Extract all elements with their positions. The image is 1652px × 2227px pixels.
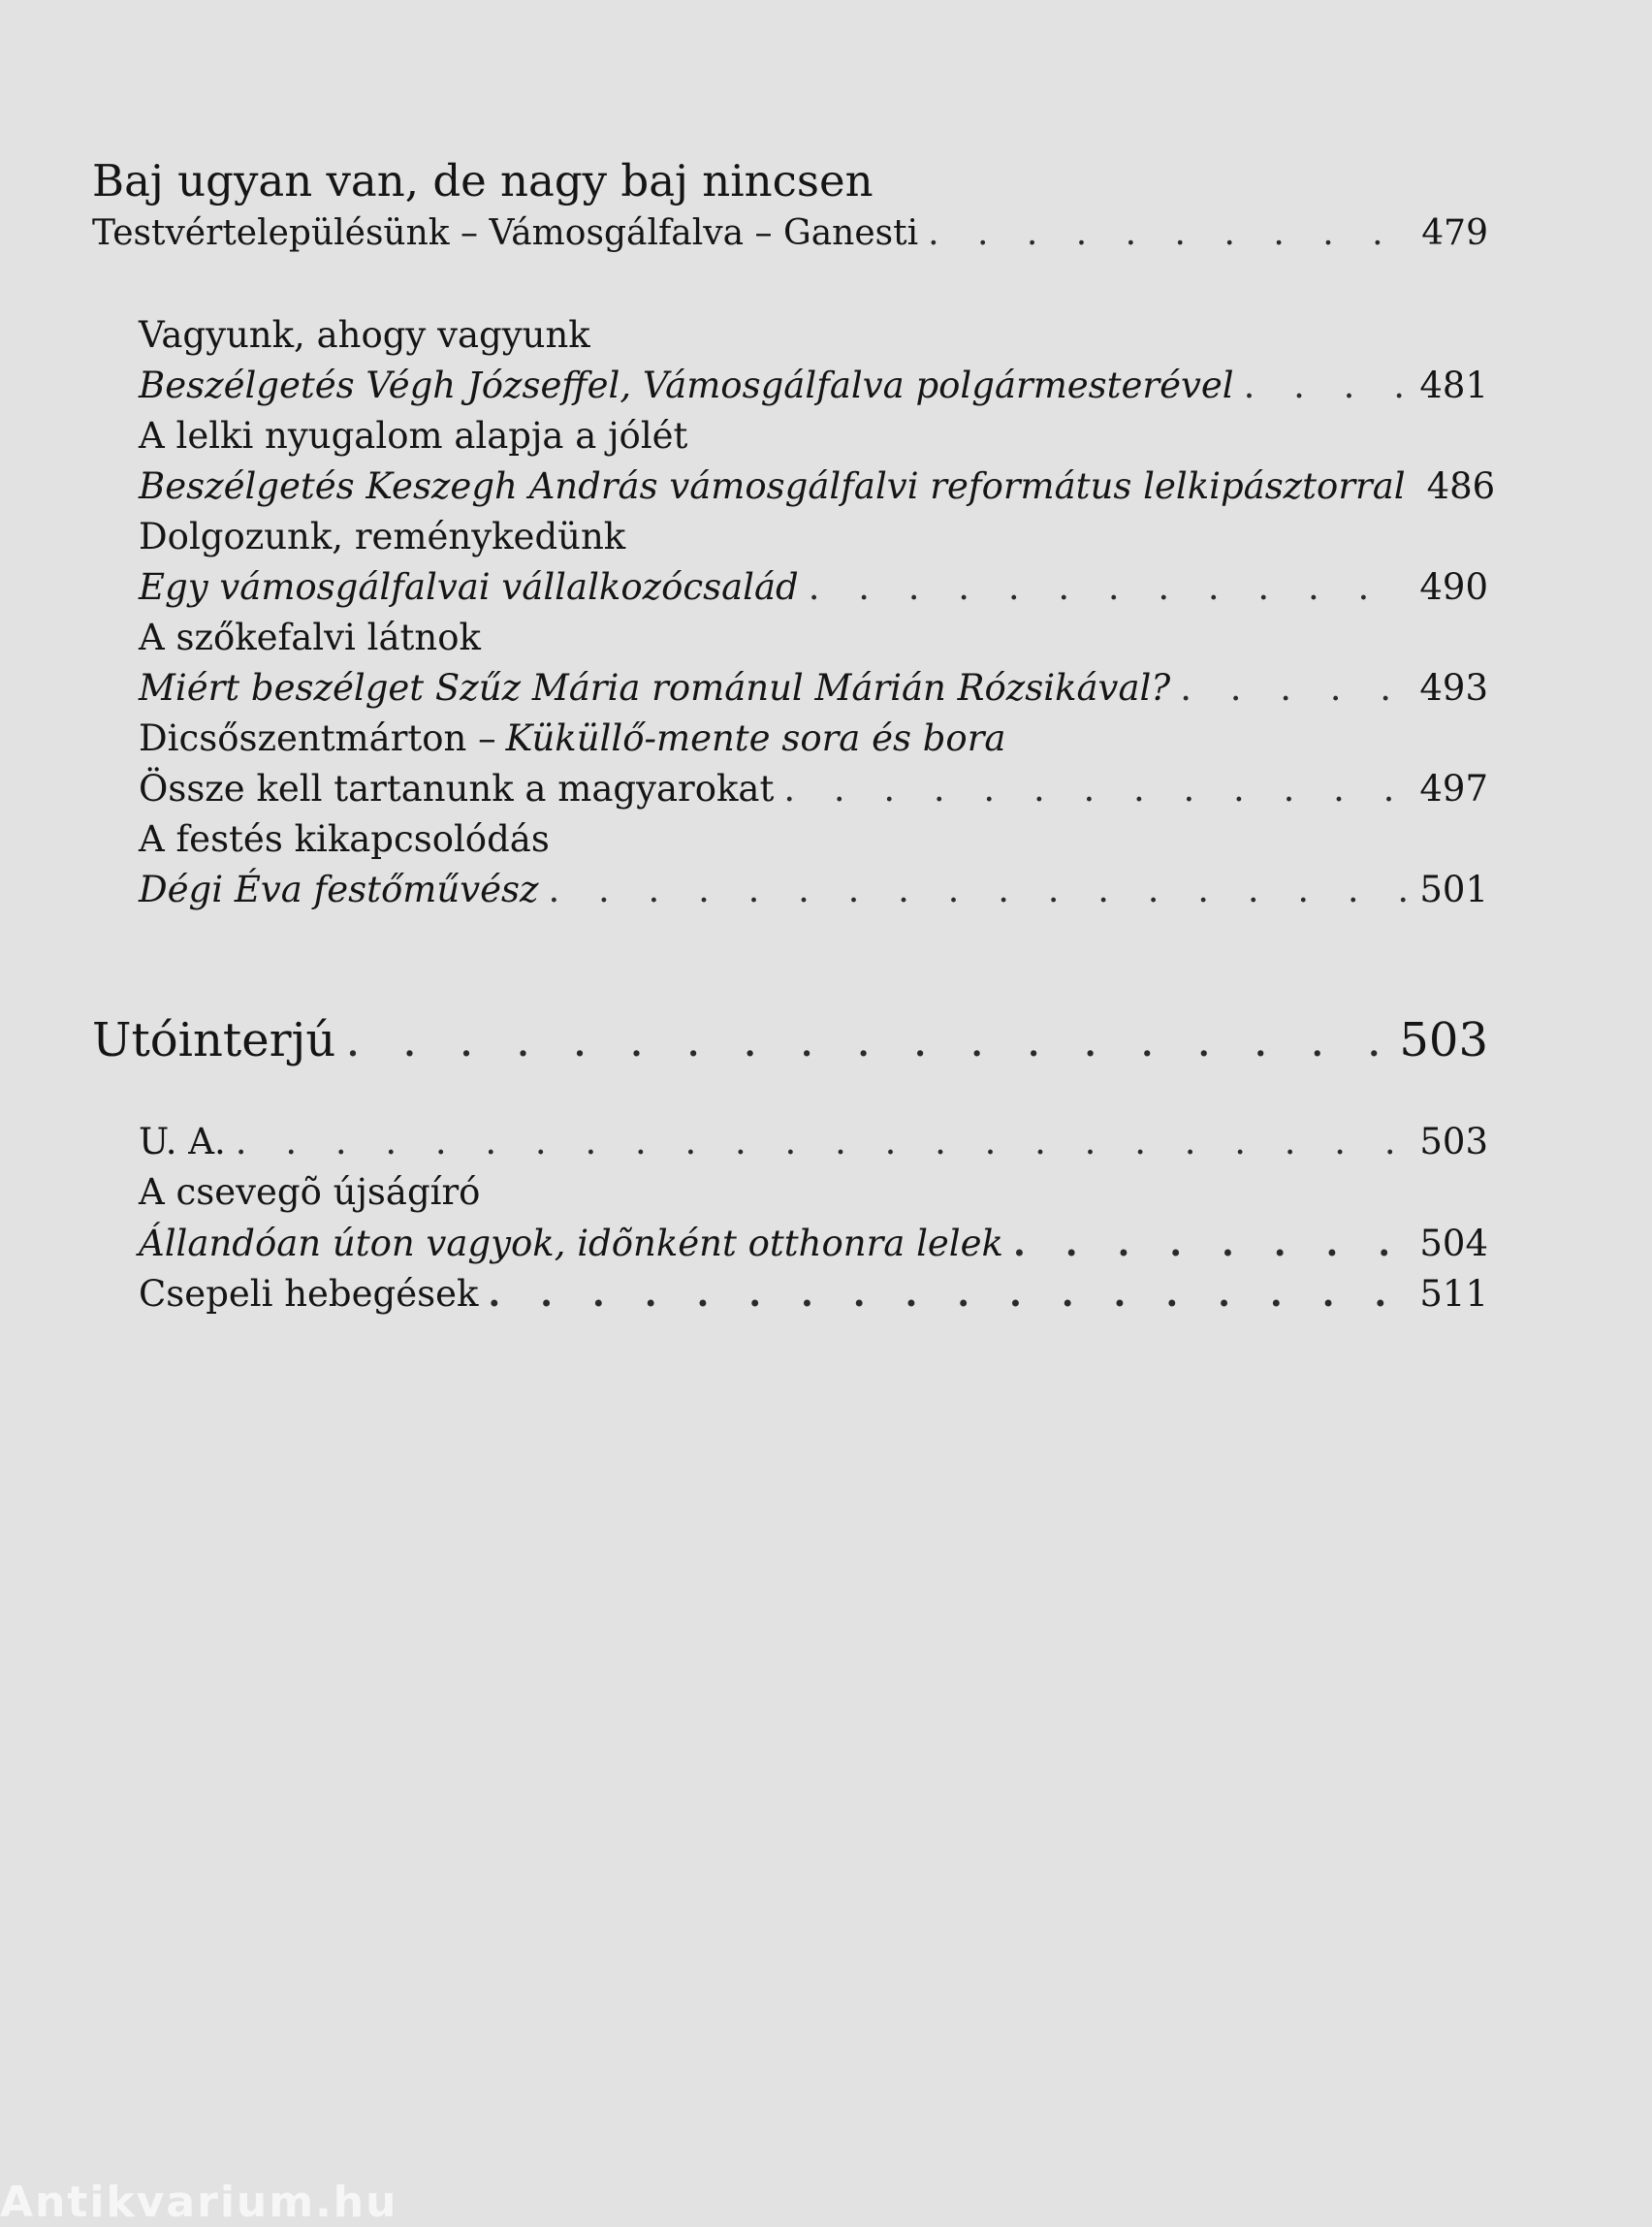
dot-leader xyxy=(928,213,1410,253)
section-title-text: Baj ugyan van, de nagy baj nincsen xyxy=(92,155,874,207)
entry-title-text: U. A. xyxy=(139,1121,226,1162)
entry-title xyxy=(139,516,625,557)
entry-subtitle: Miért beszélget Szűz Mária románul Márián Rózsikával? xyxy=(139,667,1171,709)
entry-title xyxy=(139,1171,480,1213)
toc-entry[interactable] xyxy=(139,566,1488,608)
page-number: 490 xyxy=(1419,566,1488,608)
entry-title-text: Dolgozunk, reménykedünk xyxy=(139,516,626,557)
entry-title-text: A szőkefalvi látnok xyxy=(139,617,481,658)
entry-title xyxy=(139,717,1005,759)
section-title-text: Utóinterjú xyxy=(92,1013,336,1067)
entry-subtitle: Dégi Éva festőművész xyxy=(139,869,539,910)
entry-subtitle: Beszélgetés Keszegh András vámosgálfalvi református lelkipásztorral xyxy=(139,465,1406,507)
entry-subtitle: Testvértelepülésünk – Vámosgálfalva – Ganesti xyxy=(92,213,919,253)
toc-entry[interactable] xyxy=(139,667,1488,709)
toc-section-entry[interactable] xyxy=(92,1013,1488,1067)
entry-title xyxy=(139,818,550,860)
page-number: 503 xyxy=(1399,1013,1488,1067)
entry-subtitle: Egy vámosgálfalvai vállalkozócsalád xyxy=(139,566,799,608)
dot-leader xyxy=(1180,667,1408,709)
dot-leader xyxy=(1013,1222,1408,1264)
page-number: 503 xyxy=(1419,1121,1488,1162)
entry-subtitle: Állandóan úton vagyok, idõnként otthonra lelek xyxy=(139,1223,1003,1264)
page-number: 481 xyxy=(1419,365,1488,406)
page-number: 504 xyxy=(1419,1223,1488,1264)
toc-entry[interactable] xyxy=(139,768,1488,810)
toc-entry[interactable] xyxy=(92,213,1488,253)
page-number: 501 xyxy=(1419,869,1488,910)
dot-leader xyxy=(549,869,1409,910)
page-number: 486 xyxy=(1426,465,1496,507)
watermark: Antikvarium.hu xyxy=(0,2178,398,2227)
page-number: 493 xyxy=(1419,667,1488,709)
entry-title xyxy=(139,314,590,356)
entry-title-italic: Küküllő-mente sora és bora xyxy=(505,717,1006,759)
entry-subtitle: Beszélgetés Végh Józseffel, Vámosgálfalva polgármesterével xyxy=(139,365,1234,406)
section-title xyxy=(92,155,874,207)
dot-leader xyxy=(809,566,1409,608)
dot-leader xyxy=(783,768,1408,810)
entry-title-text: A lelki nyugalom alapja a jólét xyxy=(139,415,688,457)
toc-entry[interactable] xyxy=(139,1222,1488,1264)
toc-entry[interactable] xyxy=(139,1272,1488,1315)
entry-title-text: Csepeli hebegések xyxy=(139,1273,479,1315)
dot-leader xyxy=(345,1013,1387,1067)
page-number: 479 xyxy=(1421,213,1488,253)
entry-title-text: Vagyunk, ahogy vagyunk xyxy=(139,314,590,356)
entry-title xyxy=(139,617,481,658)
entry-title-text: A csevegõ újságíró xyxy=(139,1171,481,1213)
entry-title xyxy=(139,415,687,457)
toc-entry[interactable] xyxy=(139,1121,1488,1162)
toc-entry[interactable] xyxy=(139,465,1496,507)
toc-entry[interactable] xyxy=(139,869,1488,910)
toc-entry[interactable] xyxy=(139,365,1488,406)
dot-leader xyxy=(488,1272,1408,1315)
entry-title-text: Dicsőszentmárton – xyxy=(139,717,496,759)
page-number: 497 xyxy=(1419,768,1488,810)
dot-leader xyxy=(1244,365,1409,406)
page-number: 511 xyxy=(1419,1273,1488,1315)
entry-subtitle: Össze kell tartanunk a magyarokat xyxy=(139,768,775,810)
entry-title-text: A festés kikapcsolódás xyxy=(139,818,550,860)
dot-leader xyxy=(236,1121,1409,1162)
